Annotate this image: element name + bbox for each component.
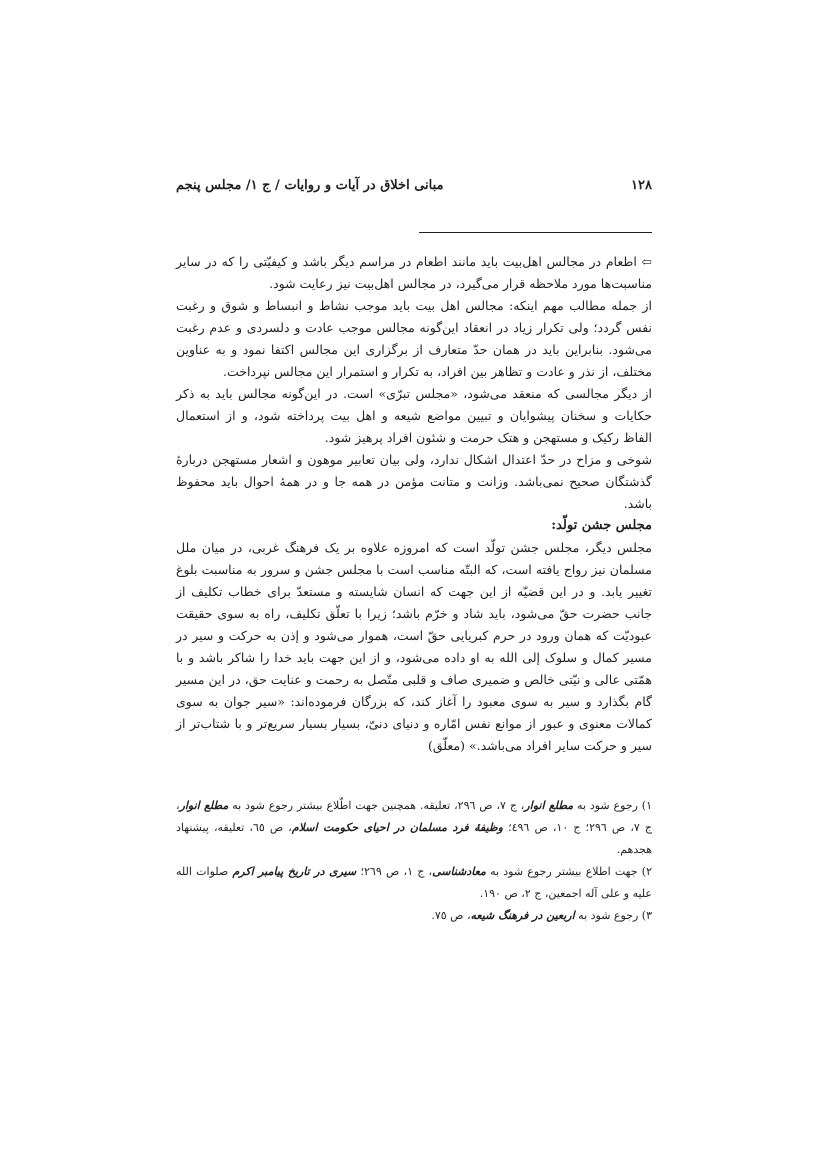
section-heading: مجلس جشن تولّد: xyxy=(551,518,652,533)
citation-title: اربعین در فرهنگ شیعه xyxy=(470,909,575,922)
footnote: ۳) رجوع شود به اربعین در فرهنگ شیعه، ص ۷٥. xyxy=(431,909,652,922)
citation-title: سیری در تاریخ پیامبر اکرم xyxy=(232,865,357,878)
arrow-icon: ⇦ xyxy=(636,254,652,269)
citation-title: معادشناسی xyxy=(432,865,486,878)
paragraph: ⇦ اطعام در مجالس اهل‌بیت باید مانند اطعام در مراسم دیگر باشد و کیفیّتی را که در سایر مناسبت‌ها مورد ملاحظه قرار می‌گیرد، در مجالس اهل‌بیت نیز رعایت شود. xyxy=(176,254,652,291)
page-header xyxy=(176,178,652,200)
main-text xyxy=(176,251,652,757)
paragraph: از دیگر مجالسی که منعقد می‌شود، «مجلس تبرّی» است. در این‌گونه مجالس باید به ذکر حکایات و سخنان پیشوایان و تبیین مواضع شیعه و اهل بیت پرداخته شود، و از استعمال الفاظ رکیک و مستهجن و هتک حرمت و شئون افراد پرهیز شود. xyxy=(176,386,652,445)
citation-title: وظیفهٔ فرد مسلمان در احیای حکومت اسلام xyxy=(291,821,503,834)
citation-title: مطلع انوار xyxy=(179,799,229,812)
paragraph: مجلس دیگر، مجلس جشن تولّد است که امروزه علاوه بر یک فرهنگ غربی، در میان ملل مسلمان نیز رواج یافته است، که البتّه مناسب است با مجلس جشن و سرور به مناسبت بلوغ تغییر یابد. و در این قضیّه از این جهت که انسان شایسته و مستعدّ برای خطاب تکلیف از جانب حضرت حقّ می‌شود، باید شاد و خرّم باشد؛ زیرا با تعلّق تکلیف، راه به سوی حقیقت عبودیّت که همان ورود در حرم کبریایی حقّ است، هموار می‌شود و إذن به حرکت و سیر در مسیر کمال و سلوک إلی الله به او داده می‌شود، و از این جهت باید خدا را شاکر باشد و با همّتی عالی و نیّتی خالص و ضمیری صاف و قلبی متّصل به رحمت و عنایت حق، در این مسیر گام بگذارد و سیر به سوی معبود را آغاز کند، که بزرگان فرموده‌اند: «سیر جوان به سوی کمالات معنوی و عبور از موانع نفس امّاره و دنیای دنیّ، بسیار بسیار سریع‌تر و با شتاب‌تر از سیر و حرکت سایر افراد می‌باشد.» (معلّق) xyxy=(176,540,652,753)
running-title: مبانی اخلاق در آیات و روایات / ج ۱/ مجلس پنجم xyxy=(176,178,444,193)
footnote: ۲) جهت اطلاع بیشتر رجوع شود به معادشناسی، ج ۱، ص ۲٦۹؛ سیری در تاریخ پیامبر اکرم صلوات الله علیه و علی آله اجمعین، ج ۲، ص ۱۹۰. xyxy=(176,865,652,900)
header-divider xyxy=(419,232,652,233)
footnotes xyxy=(176,795,652,927)
paragraph: شوخی و مزاح در حدّ اعتدال اشکال ندارد، ولی بیان تعابیر موهون و اشعار مستهجن دربارهٔ گذشتگان صحیح نمی‌باشد. وزانت و متانت مؤمن در همه جا و در همهٔ احوال باید محفوظ باشد. xyxy=(176,452,652,511)
citation-title: مطلع انوار xyxy=(524,799,574,812)
paragraph: از جمله مطالب مهم اینکه: مجالس اهل بیت باید موجب نشاط و انبساط و شوق و رغبت نفس گردد؛ ولی تکرار زیاد در انعقاد این‌گونه مجالس موجب عادت و دلسردی و عدم رغبت می‌شود. بنابراین باید در همان حدّ متعارف از برگزاری این مجالس اکتفا نمود و به عناوین مختلف، از نذر و عادت و تظاهر بین افراد، به تکرار و استمرار این مجالس نپرداخت. xyxy=(176,298,652,379)
footnote: ۱) رجوع شود به مطلع انوار، ج ۷، ص ۲۹٦، تعلیقه. همچنین جهت اطّلاع بیشتر رجوع شود به مطلع انوار، ج ۷، ص ۲۹٦؛ ج ۱۰، ص ٤۹٦؛ وظیفهٔ فرد مسلمان در احیای حکومت اسلام، ص ٦٥، تعلیقه، پیشنهاد هجدهم. xyxy=(176,799,653,856)
page-number: ۱۲۸ xyxy=(631,178,652,193)
